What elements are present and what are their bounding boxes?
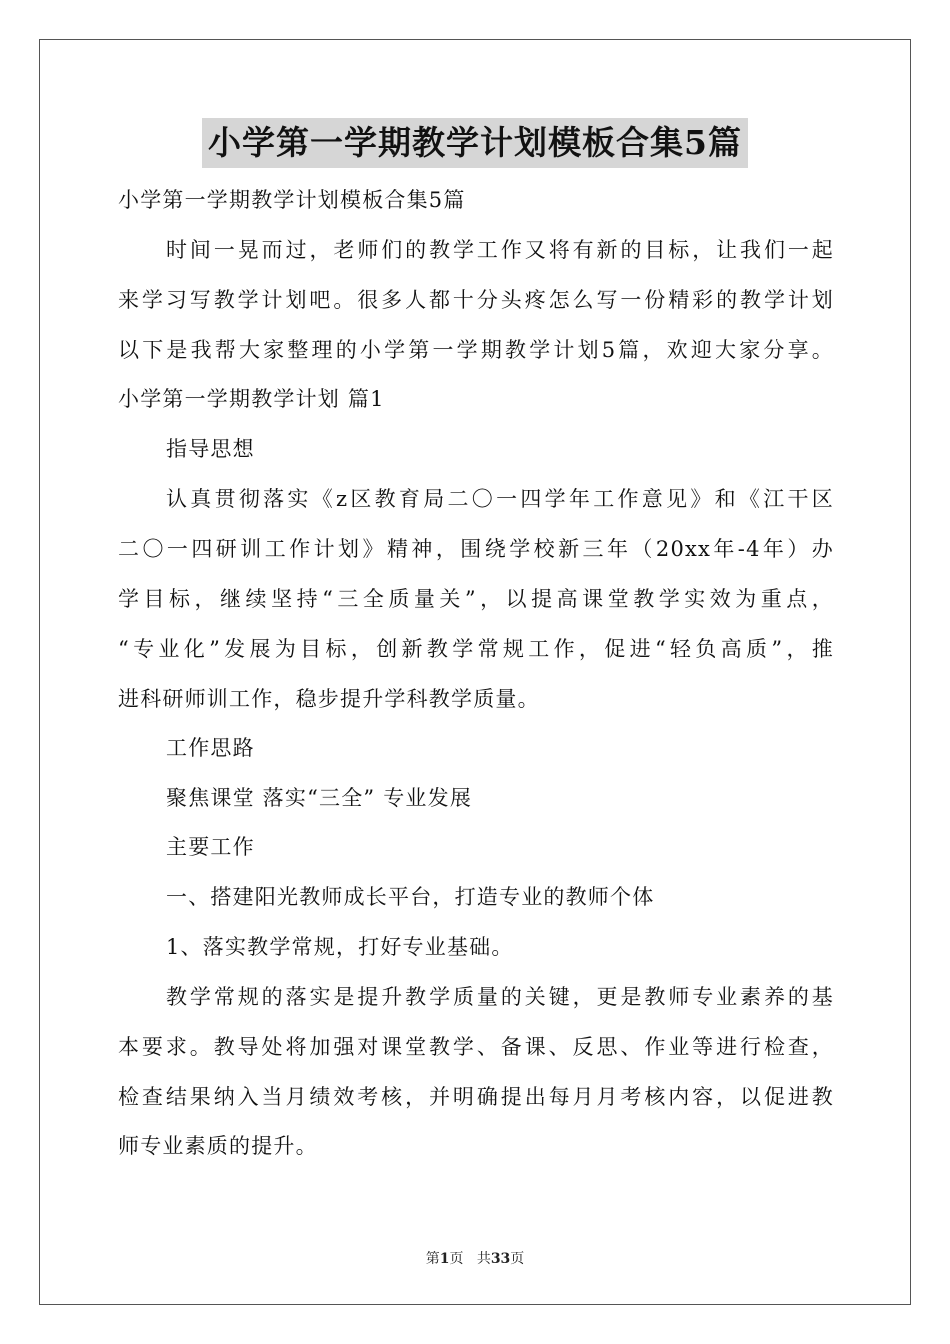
work-item-1: 一、搭建阳光教师成长平台，打造专业的教师个体 [166,885,655,909]
main-work-heading: 主要工作 [166,835,255,859]
approach-heading: 工作思路 [166,736,255,760]
footer-page-unit: 页 [449,1251,464,1267]
footer-prefix: 第 [425,1251,440,1267]
routine-line-3: 检查结果纳入当月绩效考核，并明确提出每月月考核内容，以促进教 [118,1085,834,1109]
intro-line-2: 来学习写教学计划吧。很多人都十分头疼怎么写一份精彩的教学计划 [118,288,834,312]
document-subtitle: 小学第一学期教学计划模板合集5篇 [118,188,466,212]
footer-total-pages: 33 [490,1251,511,1267]
approach-text: 聚焦课堂 落实“三全” 专业发展 [166,786,473,810]
footer-total-prefix: 共 [476,1251,491,1267]
footer-total-unit: 页 [510,1251,525,1267]
document-title: 小学第一学期教学计划模板合集5篇 [202,118,748,168]
guiding-heading: 指导思想 [166,437,255,461]
routine-line-4: 师专业素质的提升。 [118,1134,318,1158]
page-footer [0,1248,950,1268]
page-border [39,39,911,1305]
footer-page-number: 1 [439,1251,450,1267]
guiding-line-1: 认真贯彻落实《z区教育局二〇一四学年工作意见》和《江干区 [166,487,834,511]
intro-line-1: 时间一晃而过，老师们的教学工作又将有新的目标，让我们一起 [166,238,834,262]
guiding-line-4: “专业化”发展为目标，创新教学常规工作，促进“轻负高质”，推 [118,637,834,661]
guiding-line-2: 二〇一四研训工作计划》精神，围绕学校新三年（20xx年-4年）办 [118,537,834,561]
section-heading: 小学第一学期教学计划 篇1 [118,387,385,411]
guiding-line-3: 学目标，继续坚持“三全质量关”，以提高课堂教学实效为重点， [118,587,834,611]
guiding-line-5: 进科研师训工作，稳步提升学科教学质量。 [118,687,540,711]
title-container [0,118,950,168]
intro-line-3: 以下是我帮大家整理的小学第一学期教学计划5篇，欢迎大家分享。 [118,338,834,362]
routine-line-2: 本要求。教导处将加强对课堂教学、备课、反思、作业等进行检查， [118,1035,834,1059]
work-item-1-1: 1、落实教学常规，打好专业基础。 [166,935,514,959]
routine-line-1: 教学常规的落实是提升教学质量的关键，更是教师专业素养的基 [166,985,834,1009]
